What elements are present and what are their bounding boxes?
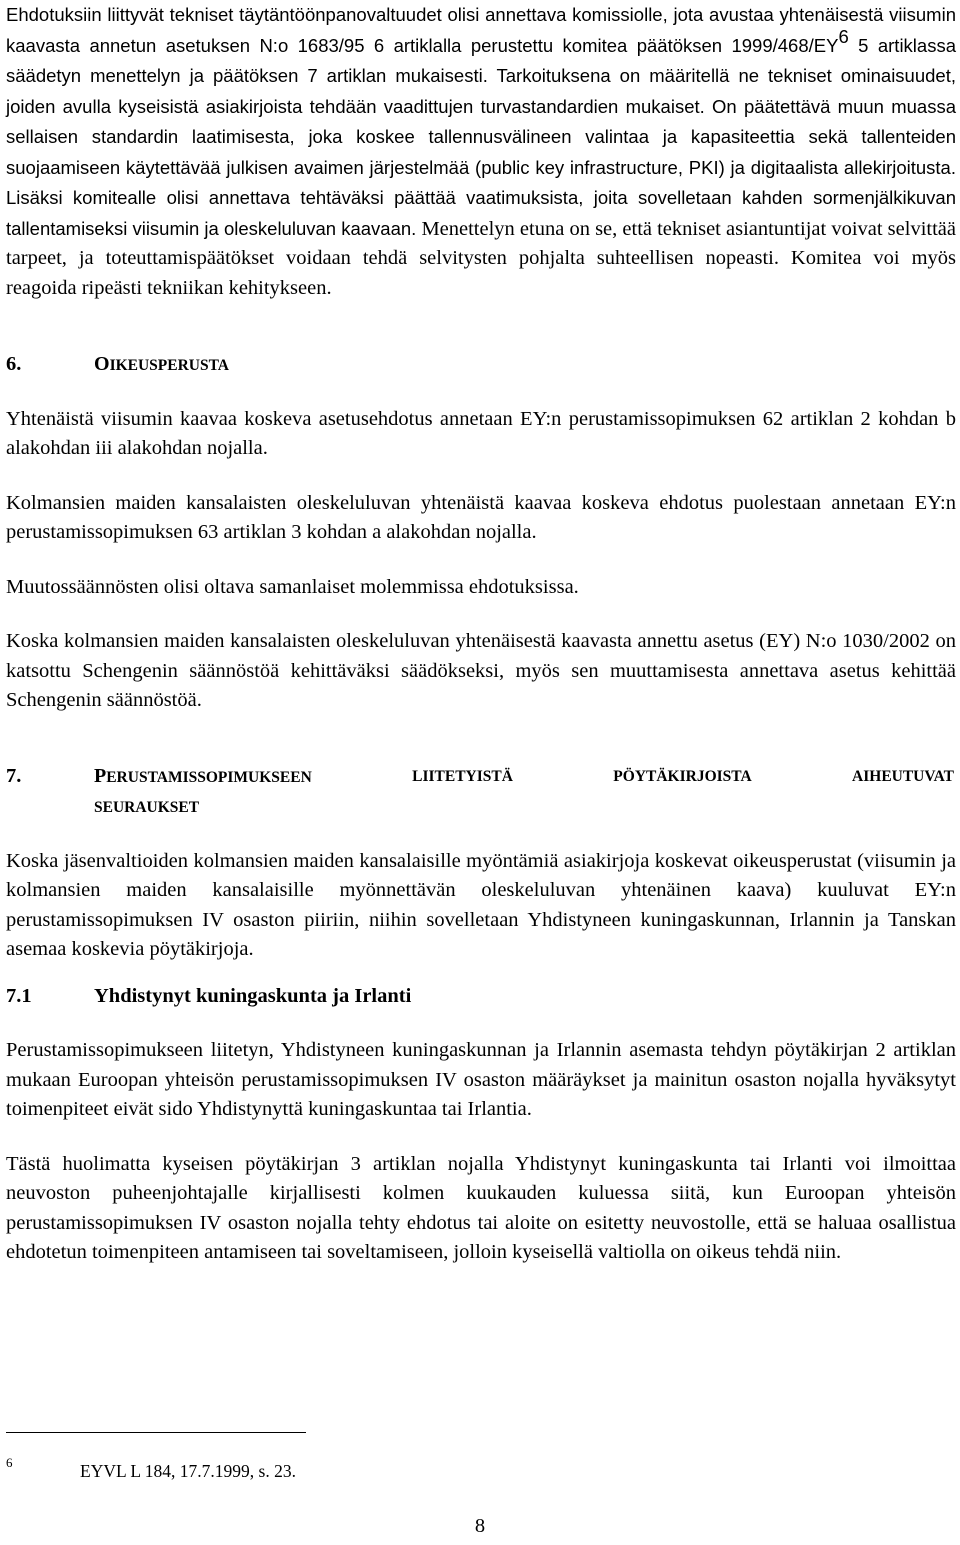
section-7-number: 7. [6,764,22,787]
section-7-1-paragraph-2: Tästä huolimatta kyseisen pöytäkirjan 3 artiklan nojalla Yhdistynyt kuningaskunta tai Irlanti voi ilmoittaa neuvoston puheenjohtajalle kirjallisesti kolmen kuukauden kuluessa siitä, kun Euroopan yhteisön perustamissopimuksen IV osaston nojalla tehty ehdotus tai aloite on esitetty neuvostolle, että se haluaa osallistua ehdotetun toimenpiteen antamiseen tai soveltamiseen, jolloin kyseisellä valtiolla on oikeus tehdä niin. [6,1152,956,1263]
section-7-title-word-1 [94,762,312,793]
footnote-separator [6,1432,306,1433]
footnote-reference[interactable]: 6 [838,25,849,47]
section-6-number: 6. [6,353,22,375]
section-6-title-rest: IKEUSPERUSTA [109,357,229,374]
document-page [6,0,956,1268]
section-6-title-initial: O [94,353,110,375]
footnote-text: EYVL L 184, 17.7.1999, s. 23. [80,1461,296,1481]
intro-text-part2: 5 artiklassa säädetyn menettelyn ja päätöksen 7 artiklan mukaisesti. Tarkoituksena on määritellä ne tekniset ominaisuudet, joiden avulla kyseisistä asiakirjoista tehdään vaadittujen turvastandardien mukaiset. [6,34,956,117]
footnote [6,1448,906,1487]
section-6-paragraph-4: Koska kolmansien maiden kansalaisten oleskeluluvan yhtenäisestä kaavasta annettu asetus (EY) N:o 1030/2002 on katsottu Schengenin säännöstöä kehittäväksi säädökseksi, myös sen muuttamisesta annettava asetus kehittää Schengenin säännöstöä. [6,630,956,711]
section-7-heading [6,762,956,823]
section-7-title-initial: P [94,764,107,787]
section-7-1-heading [6,982,956,1012]
intro-text-part4: Lisäksi komitealle olisi annettava tehtäväksi päättää vaatimuksista, joita sovelletaan kahden sormenjälkikuvan tallentamiseksi viisumin ja oleskeluluvan kaavaan. [6,187,956,239]
intro-text-part5: Menettelyn etuna on se, että tekniset asiantuntijat voivat selvittää tarpeet, ja toteuttamispäätökset voidaan tehdä selvitysten pohjalta suhteellisen nopeasti. Komitea voi myös reagoida ripeästi tekniikan kehitykseen. [6,217,956,299]
section-7-title-word-4: AIHEUTUVAT [852,767,954,785]
section-7-title-word-5: SEURAUKSET [94,799,200,816]
section-7-paragraph-1: Koska jäsenvaltioiden kolmansien maiden kansalaisille myöntämiä asiakirjoja koskevat oikeusperustat (viisumin ja kolmansien maiden kansalaisille myönnettävän oleskeluluvan yhtenäinen kaava) kuuluvat EY:n perustamissopimuksen IV osaston piiriin, niihin sovelletaan Yhdistyneen kuningaskunnan, Irlannin ja Tanskan asemaa koskevia pöytäkirjoja. [6,849,956,960]
section-7-1-paragraph-1: Perustamissopimukseen liitetyn, Yhdistyneen kuningaskunnan ja Irlannin asemasta tehdyn pöytäkirjan 2 artiklan mukaan Euroopan yhteisön perustamissopimuksen IV osaston määräykset ja mainitun osaston nojalla hyväksytyt toimenpiteet eivät sido Yhdistynyttä kuningaskuntaa tai Irlantia. [6,1039,956,1120]
section-6-paragraph-3: Muutossäännösten olisi oltava samanlaiset molemmissa ehdotuksissa. [6,575,579,598]
footnote-number: 6 [6,1455,13,1470]
section-7-title-word-2: LIITETYISTÄ [412,767,513,785]
intro-text-part1: Ehdotuksiin liittyvät tekniset täytäntöönpanovaltuudet olisi annettava komissiolle, jota avustaa yhtenäisestä viisumin kaavasta annetun asetuksen N:o 1683/95 6 artiklalla perustettu komitea päätöksen 1999/468/EY [6,4,956,56]
section-7-title-word-3: PÖYTÄKIRJOISTA [613,767,752,785]
intro-text-part3: On päätettävä muun muassa sellaisen standardin laatimisesta, joka koskee tallennusvälineen valintaa ja kapasiteettia sekä tallenteiden suojaamiseen käytettävää julkisen avaimen järjestelmää (public key infrastructure, PKI) ja digitaalista allekirjoitusta. [6,95,956,178]
page-number: 8 [474,1515,486,1537]
section-7-1-title: Yhdistynyt kuningaskunta ja Irlanti [94,984,412,1007]
section-7-title-line-2 [6,792,956,823]
section-6-heading [6,350,956,381]
intro-paragraph [6,0,956,303]
section-6-paragraph-2: Kolmansien maiden kansalaisten oleskeluluvan yhtenäistä kaavaa koskeva ehdotus puolestaan annetaan EY:n perustamissopimuksen 63 artiklan 3 kohdan a alakohdan nojalla. [6,491,956,543]
section-6-paragraph-1: Yhtenäistä viisumin kaavaa koskeva asetusehdotus annetaan EY:n perustamissopimuksen 62 artiklan 2 kohdan b alakohdan iii alakohdan nojalla. [6,407,956,459]
section-7-title-word-1-rest: ERUSTAMISSOPIMUKSEEN [106,768,312,786]
section-7-1-number: 7.1 [6,984,32,1007]
section-7-title-line-1 [94,762,954,793]
